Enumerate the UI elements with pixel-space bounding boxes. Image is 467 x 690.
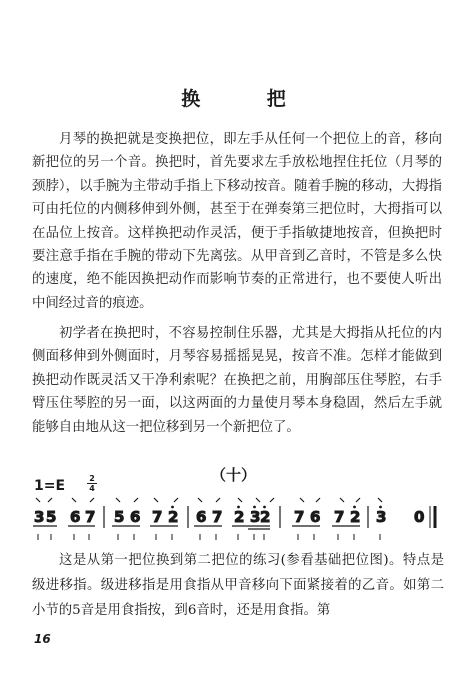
fingering-marks <box>36 498 382 502</box>
fingering-mark <box>174 498 178 502</box>
page-number: 16 <box>34 632 51 646</box>
octave-dot <box>263 506 266 509</box>
note: 7 <box>85 508 96 526</box>
position-marks <box>38 534 380 540</box>
paragraph-2: 初学者在换把时，不容易控制住乐器，尤其是大拇指从托位的内侧面移伸到外侧面时，月琴容易摇摇晃晃，按音不准。怎样才能做到换把动作既灵活又干净利索呢？在换把之前，用胸部压住琴腔，右手臂压住琴腔的另一面，以这两面的力量使月琴本身稳固，然后左手就能够自由地从这一把位移到另一个新把位了。 <box>32 326 442 435</box>
fingering-mark <box>116 498 120 502</box>
octave-dot <box>379 506 382 509</box>
fingering-mark <box>340 498 344 502</box>
note: 5 <box>114 508 125 526</box>
fingering-mark <box>356 498 360 502</box>
fingering-mark <box>316 498 320 502</box>
note: 7 <box>294 508 305 526</box>
example-caption: 这是从第一把位换到第二把位的练习(参看基础把位图)。特点是级进移指。级进移指是用食指从甲音移向下面紧接着的乙音。如第二小节的5音是用食指按，到6音时，还是用食指。第 <box>32 553 444 618</box>
time-signature <box>85 474 99 493</box>
fingering-mark <box>154 498 158 502</box>
jianpu-notation <box>28 492 448 544</box>
fingering-mark <box>48 498 52 502</box>
note: 5 <box>46 508 57 526</box>
note: 6 <box>310 508 321 526</box>
octave-dot <box>353 506 356 509</box>
example-label: （十） <box>210 466 256 484</box>
fingering-mark <box>72 498 76 502</box>
duration-underlines <box>33 526 360 529</box>
note: 2 <box>260 508 271 526</box>
fingering-mark <box>300 498 304 502</box>
fingering-mark <box>256 498 260 502</box>
octave-dot <box>253 506 256 509</box>
note: 7 <box>152 508 163 526</box>
time-signature-numerator: 2 <box>89 474 95 483</box>
octave-dot <box>171 506 174 509</box>
note: 6 <box>130 508 141 526</box>
fingering-mark <box>90 498 94 502</box>
fingering-mark <box>238 498 242 502</box>
section-title: 换 把 <box>181 88 316 110</box>
fingering-mark <box>378 498 382 502</box>
note: 3 <box>250 508 261 526</box>
note: 7 <box>334 508 345 526</box>
note: 3 <box>376 508 387 526</box>
note: 6 <box>196 508 207 526</box>
note: 2 <box>350 508 361 526</box>
fingering-mark <box>270 498 274 502</box>
fingering-mark <box>198 498 202 502</box>
rest: 0 <box>414 508 425 526</box>
note: 6 <box>70 508 81 526</box>
note: 7 <box>212 508 223 526</box>
time-signature-denominator: 4 <box>89 484 95 493</box>
note: 2 <box>168 508 179 526</box>
octave-dot <box>237 506 240 509</box>
note: 3 <box>34 508 45 526</box>
paragraph-1: 月琴的换把就是变换把位，即左手从任何一个把位上的音，移向新把位的另一个音。换把时，首先要求左手放松地捏住托位（月琴的颈脖），以手腕为主带动手指上下移动按音。随着手腕的移动，大拇指可由托位的内侧移伸到外侧，甚至于在弹奏第三把位时，大拇指可以在品位上按音。这样换把动作灵活，便于手指敏捷地按音，但换把时要注意手指在手腕的带动下先离弦。从甲音到乙音时，不管是多么快的速度，绝不能因换把动作而影响节奏的正常进行，也不要使人听出中间经过音的痕迹。 <box>32 132 442 311</box>
key-signature: 1=E <box>34 478 66 494</box>
fingering-mark <box>36 498 40 502</box>
fingering-mark <box>216 498 220 502</box>
note: 2 <box>234 508 245 526</box>
fingering-mark <box>134 498 138 502</box>
